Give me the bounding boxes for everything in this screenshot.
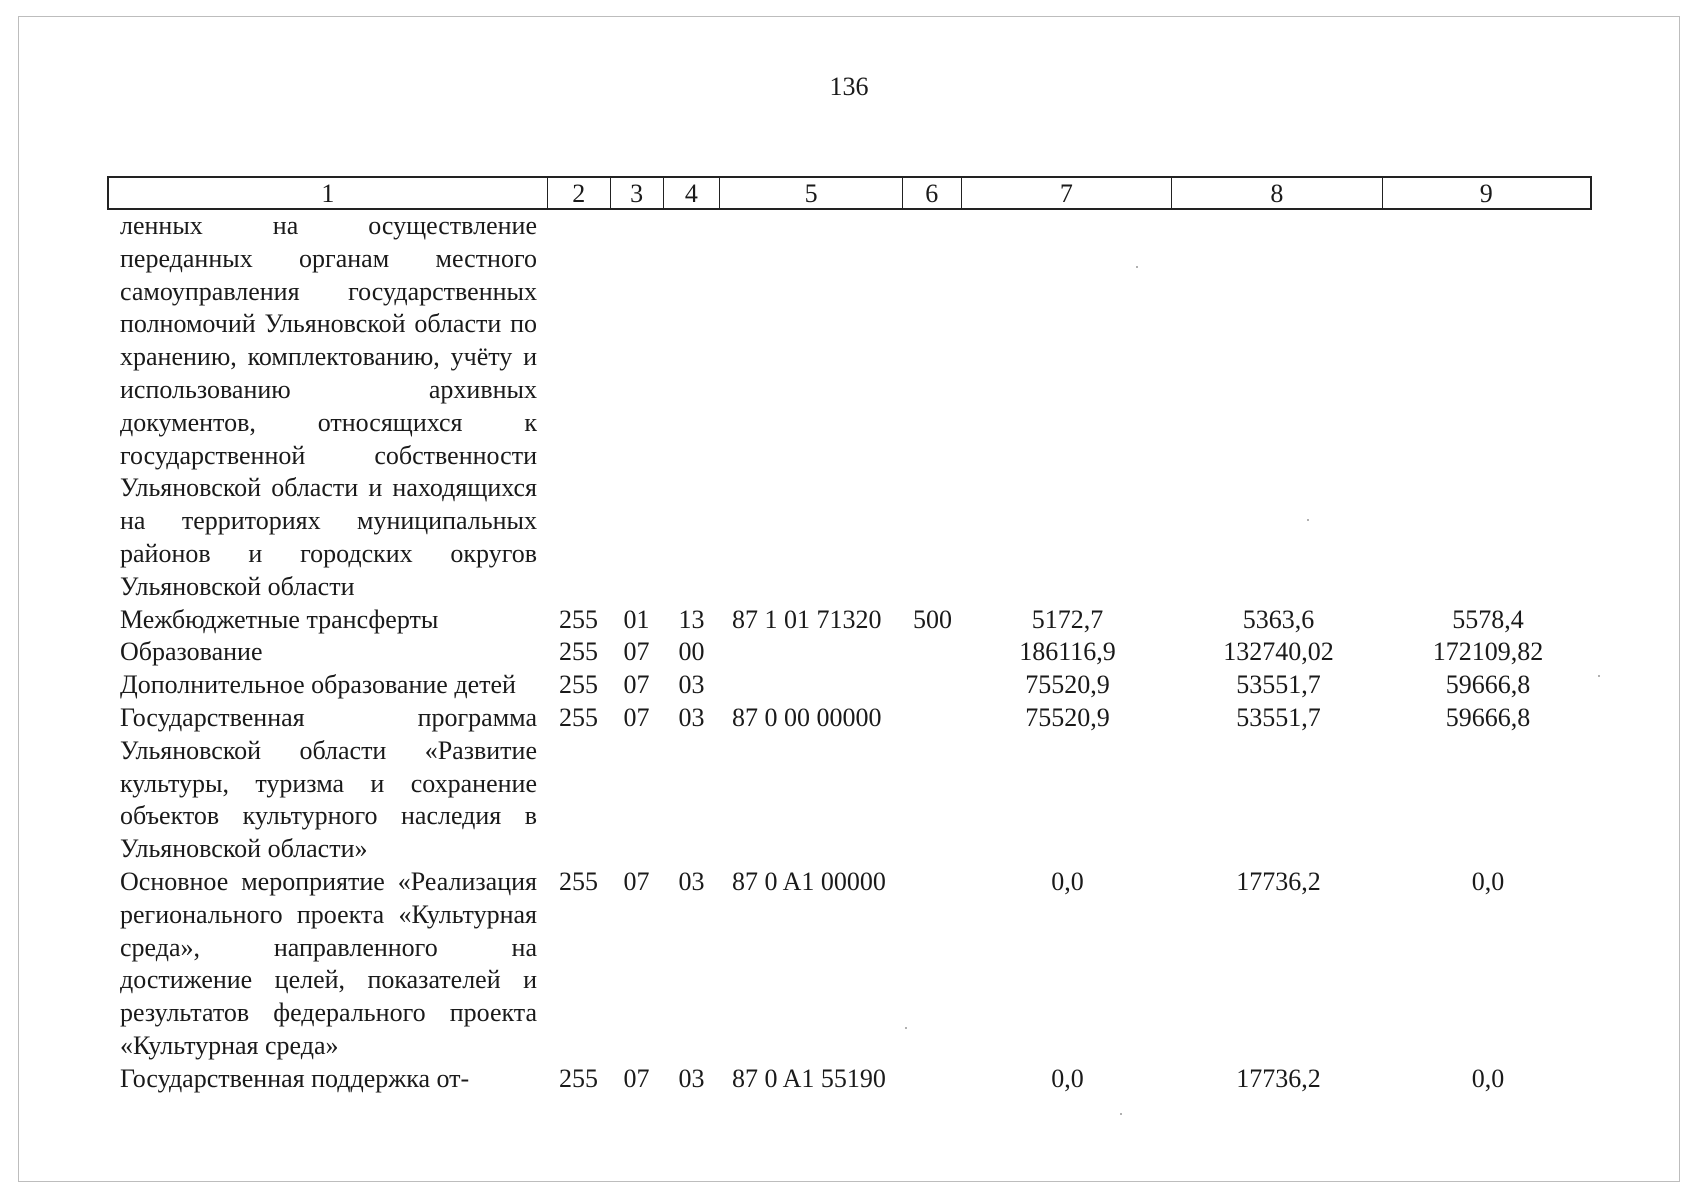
- table-header: [107, 176, 1592, 210]
- col-6-value: [903, 866, 962, 1063]
- table-row: [107, 669, 1592, 702]
- table-body: [107, 210, 1592, 1096]
- col-8-value: 53551,7: [1236, 702, 1321, 732]
- header-col-7: 7: [962, 178, 1172, 208]
- col-2-value: 255: [559, 866, 598, 896]
- header-col-5: 5: [720, 178, 903, 208]
- col-7-value: 0,0: [1051, 866, 1084, 896]
- table-row: [107, 702, 1592, 866]
- scan-speck: [1307, 519, 1309, 521]
- col-9-value: 59666,8: [1445, 670, 1531, 700]
- col-4-value: 13: [678, 604, 705, 634]
- row-name: Дополнительное образование детей: [120, 670, 516, 700]
- col-5-value: 87 0 A1 00000: [732, 866, 886, 896]
- col-3-value: 07: [623, 702, 650, 732]
- col-5-value: [720, 210, 903, 604]
- row-name: Государственная программа Ульяновской области «Развитие культуры, туризма и сохранение объектов культурного наследия в Ульяновской области»: [120, 702, 537, 864]
- col-7-value: 0,0: [1051, 1063, 1084, 1093]
- header-col-3: 3: [611, 178, 664, 208]
- col-2-value: 255: [559, 604, 598, 634]
- budget-table: [107, 210, 1592, 1096]
- col-4-value: 03: [678, 866, 705, 896]
- col-2-value: 255: [559, 670, 598, 700]
- col-6-value: [903, 1063, 962, 1096]
- col-7-value: [962, 210, 1173, 604]
- col-9-value: 5578,4: [1452, 604, 1524, 634]
- col-6-value: [903, 702, 962, 866]
- col-3-value: [610, 210, 663, 604]
- col-6-value: [903, 669, 962, 702]
- col-9-value: [1384, 210, 1592, 604]
- col-8-value: 17736,2: [1236, 1063, 1321, 1093]
- header-col-4: 4: [664, 178, 721, 208]
- col-9-value: 172109,82: [1432, 637, 1544, 667]
- header-col-1: 1: [109, 178, 548, 208]
- col-2-value: 255: [559, 702, 598, 732]
- table-row: [107, 604, 1592, 637]
- scan-speck: [1120, 1113, 1122, 1115]
- table-row: [107, 866, 1592, 1063]
- col-2-value: 255: [559, 1063, 598, 1093]
- row-name: Государственная поддержка от-: [120, 1063, 470, 1093]
- row-name: Основное мероприятие «Реализация регионального проекта «Культурная среда», направленного на достижение целей, показателей и результатов федерального проекта «Культурная среда»: [120, 866, 537, 1060]
- col-3-value: 07: [623, 670, 650, 700]
- col-5-value: [720, 636, 903, 669]
- table-row: [107, 636, 1592, 669]
- col-8-value: 17736,2: [1236, 866, 1321, 896]
- col-6-value: 500: [913, 604, 952, 634]
- col-3-value: 07: [623, 866, 650, 896]
- header-col-2: 2: [548, 178, 611, 208]
- col-9-value: 59666,8: [1445, 702, 1531, 732]
- col-7-value: 75520,9: [1025, 670, 1110, 700]
- col-8-value: [1173, 210, 1384, 604]
- col-4-value: 03: [678, 1063, 705, 1093]
- col-3-value: 07: [623, 637, 650, 667]
- table-row: [107, 210, 1592, 604]
- row-name: ленных на осуществление переданных органам местного самоуправления государственных полномочий Ульяновской области по хранению, комплектованию, учёту и использованию архивных документов, относящихся к государственной собственности Ульяновской области и находящихся на территориях муниципальных районов и городских округов Ульяновской области: [120, 211, 537, 601]
- header-col-8: 8: [1172, 178, 1382, 208]
- col-2-value: [547, 210, 610, 604]
- col-4-value: 03: [678, 670, 705, 700]
- header-col-6: 6: [903, 178, 962, 208]
- col-3-value: 07: [623, 1063, 650, 1093]
- row-name: Межбюджетные трансферты: [120, 604, 439, 634]
- col-8-value: 53551,7: [1236, 670, 1321, 700]
- page-number: 136: [829, 72, 869, 101]
- col-5-value: 87 1 01 71320: [732, 604, 882, 634]
- col-5-value: 87 0 00 00000: [732, 702, 882, 732]
- col-6-value: [903, 210, 962, 604]
- col-7-value: 5172,7: [1031, 604, 1104, 634]
- col-8-value: 132740,02: [1223, 637, 1334, 667]
- col-9-value: 0,0: [1471, 866, 1505, 896]
- col-6-value: [903, 636, 962, 669]
- col-4-value: 00: [678, 637, 705, 667]
- col-3-value: 01: [623, 604, 650, 634]
- scan-speck: [905, 1027, 907, 1029]
- col-9-value: 0,0: [1471, 1063, 1505, 1093]
- col-8-value: 5363,6: [1242, 604, 1315, 634]
- col-7-value: 186116,9: [1019, 637, 1116, 667]
- col-5-value: 87 0 A1 55190: [732, 1063, 886, 1093]
- col-7-value: 75520,9: [1025, 702, 1110, 732]
- col-2-value: 255: [559, 637, 598, 667]
- row-name: Образование: [120, 637, 263, 667]
- col-5-value: [720, 669, 903, 702]
- scan-speck: [1598, 675, 1600, 677]
- col-4-value: 03: [678, 702, 705, 732]
- table-row: [107, 1063, 1592, 1096]
- header-col-9: 9: [1479, 179, 1493, 208]
- scan-speck: [1136, 266, 1138, 268]
- col-4-value: [663, 210, 720, 604]
